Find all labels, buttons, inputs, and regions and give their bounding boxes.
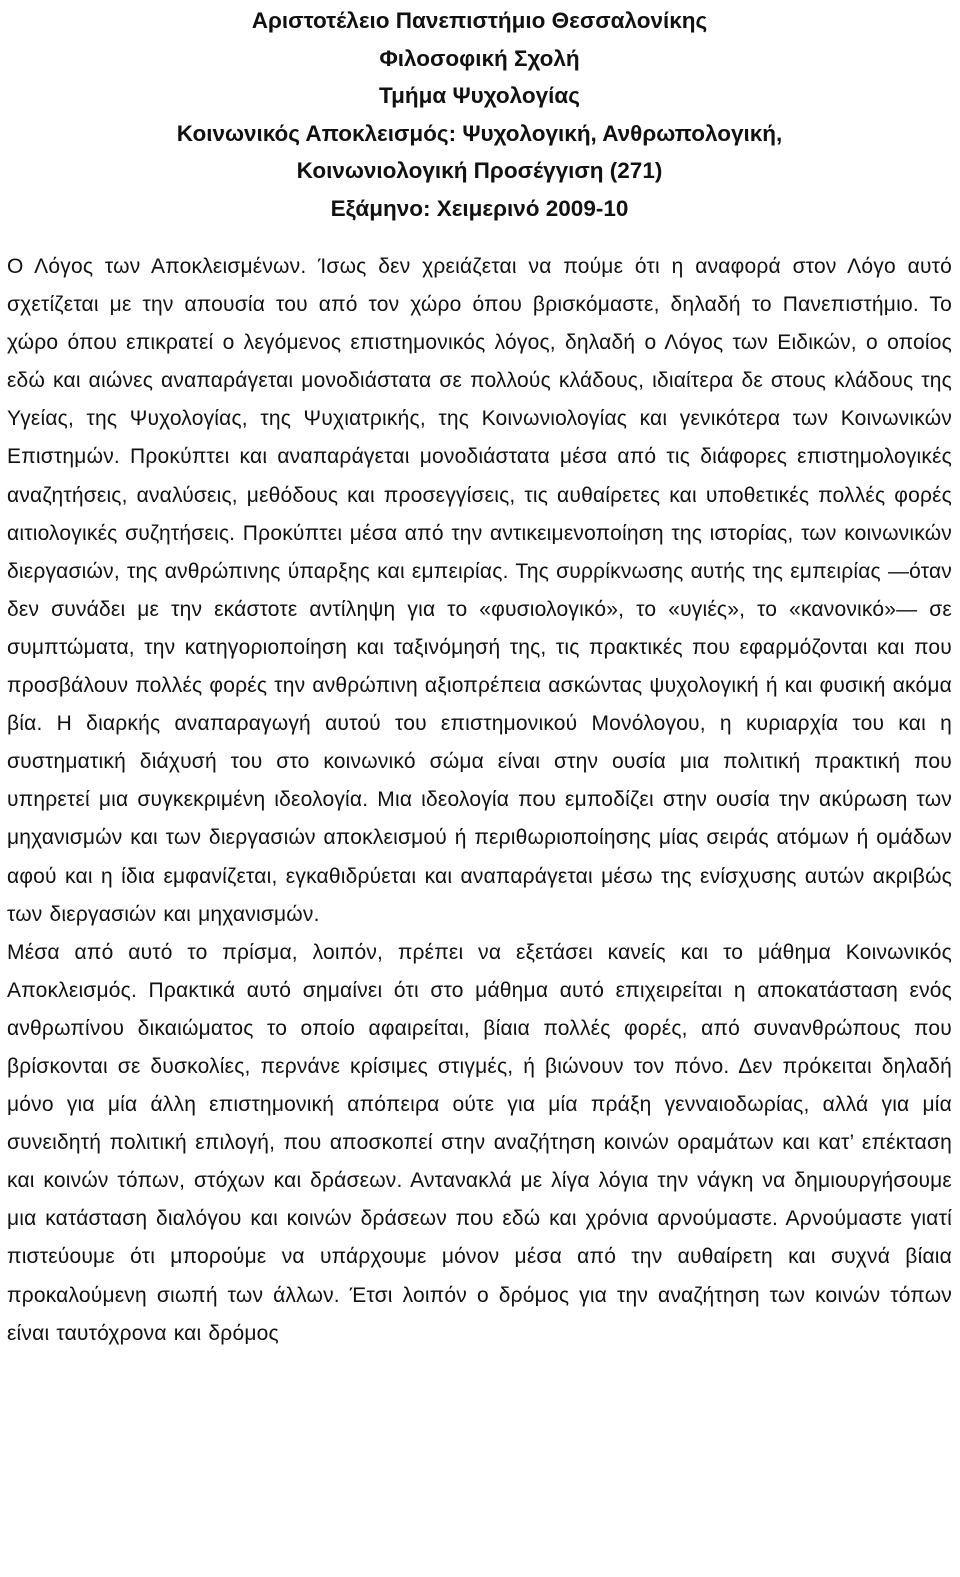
- department-name: Τμήμα Ψυχολογίας: [379, 83, 580, 108]
- document-header: [7, 2, 952, 227]
- document-body: [7, 248, 952, 1353]
- university-name: Αριστοτέλειο Πανεπιστήμιο Θεσσαλονίκης: [251, 8, 708, 33]
- course-title-line-2: Κοινωνιολογική Προσέγγιση (271): [296, 158, 663, 183]
- school-name: Φιλοσοφική Σχολή: [379, 45, 580, 71]
- course-title-line-1: Κοινωνικός Αποκλεισμός: Ψυχολογική, Ανθρωπολογική,: [176, 120, 783, 146]
- body-paragraph-2: Μέσα από αυτό το πρίσμα, λοιπόν, πρέπει να εξετάσει κανείς και το μάθημα Κοινωνικός Αποκλεισμός. Πρακτικά αυτό σημαίνει ότι στο μάθημα αυτό επιχειρείται η αποκατάσταση ενός ανθρωπίνου δικαιώματος το οποίο αφαιρείται, βίαια πολλές φορές, από συνανθρώπους που βρίσκονται σε δυσκολίες, περνάνε κρίσιμες στιγμές, ή βιώνουν τον πόνο. Δεν πρόκειται δηλαδή μόνο για μία άλλη επιστημονική απόπειρα ούτε για μία πράξη γενναιοδωρίας, αλλά για μία συνειδητή πολιτική επιλογή, που αποσκοπεί στην αναζήτηση κοινών οραμάτων και κατ’ επέκταση και κοινών τόπων, στόχων και δράσεων. Αντανακλά με λίγα λόγια την νάγκη να δημιουργήσουμε μια κατάσταση διαλόγου και κοινών δράσεων που εδώ και χρόνια αρνούμαστε. Αρνούμαστε γιατί πιστεύουμε ότι μπορούμε να υπάρχουμε μόνον μέσα από την αυθαίρετη και συχνά βίαια προκαλούμενη σιωπή των άλλων. Έτσι λοιπόν ο δρόμος για την αναζήτηση των κοινών τόπων είναι ταυτόχρονα και δρόμος: [7, 940, 952, 1345]
- body-paragraph-1: Ο Λόγος των Αποκλεισμένων. Ίσως δεν χρειάζεται να πούμε ότι η αναφορά στον Λόγο αυτό σχετίζεται με την απουσία του από τον χώρο όπου βρισκόμαστε, δηλαδή το Πανεπιστήμιο. Το χώρο όπου επικρατεί ο λεγόμενος επιστημονικός λόγος, δηλαδή ο Λόγος των Ειδικών, ο οποίος εδώ και αιώνες αναπαράγεται μονοδιάστατα σε πολλούς κλάδους, ιδιαίτερα δε στους κλάδους της Υγείας, της Ψυχολογίας, της Ψυχιατρικής, της Κοινωνιολογίας και γενικότερα των Κοινωνικών Επιστημών. Προκύπτει και αναπαράγεται μονοδιάστατα μέσα από τις διάφορες επιστημολογικές αναζητήσεις, αναλύσεις, μεθόδους και προσεγγίσεις, τις αυθαίρετες και υποθετικές πολλές φορές αιτιολογικές συζητήσεις. Προκύπτει μέσα από την αντικειμενοποίηση της ιστορίας, των κοινωνικών διεργασιών, της ανθρώπινης ύπαρξης και εμπειρίας. Της συρρίκνωσης αυτής της εμπειρίας —όταν δεν συνάδει με την εκάστοτε αντίληψη για το «φυσιολογικό», το «υγιές», το «κανονικό»— σε συμπτώματα, την κατηγοριοποίηση και ταξινόμησή της, τις πρακτικές που εφαρμόζονται και που προσβάλουν πολλές φορές την ανθρώπινη αξιοπρέπεια ασκώντας ψυχολογική ή και φυσική ακόμα βία. Η διαρκής αναπαραγωγή αυτού του επιστημονικού Μονόλογου, η κυριαρχία του και η συστηματική διάχυσή του στο κοινωνικό σώμα είναι στην ουσία μια πολιτική πρακτική που υπηρετεί μια συγκεκριμένη ιδεολογία. Μια ιδεολογία που εμποδίζει στην ουσία την ακύρωση των μηχανισμών και των διεργασιών αποκλεισμού ή περιθωριοποίησης μίας σειράς ατόμων ή ομάδων αφού και η ίδια εμφανίζεται, εγκαθιδρύεται και αναπαράγεται μέσω της ενίσχυσης αυτών ακριβώς των διεργασιών και μηχανισμών.: [7, 255, 952, 926]
- semester-line: Εξάμηνο: Χειμερινό 2009-10: [330, 195, 629, 221]
